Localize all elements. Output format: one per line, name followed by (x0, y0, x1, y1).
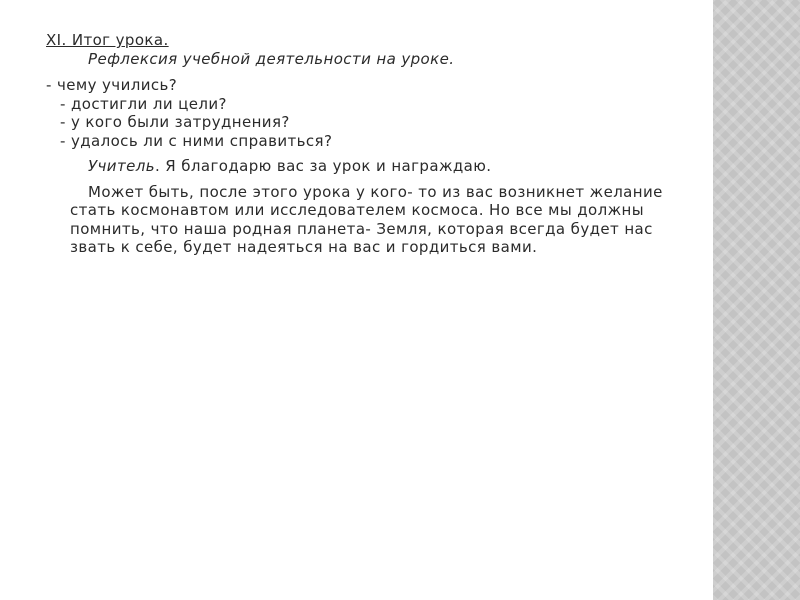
closing-paragraph (46, 183, 706, 257)
closing-line: звать к себе, будет надеяться на вас и гордиться вами. (70, 238, 538, 256)
question-item: - у кого были затруднения? (60, 113, 290, 131)
question-list (46, 95, 706, 151)
teacher-paragraph (46, 157, 706, 176)
teacher-label: Учитель (88, 157, 155, 175)
spacer (46, 150, 706, 157)
spacer (46, 176, 706, 183)
closing-line: стать космонавтом или исследователем космоса. Но все мы должны (70, 201, 644, 219)
spacer (46, 68, 706, 76)
slide-heading: XI. Итог урока. (46, 31, 169, 49)
decorative-side-pattern (713, 0, 800, 600)
closing-line: помнить, что наша родная планета- Земля, которая всегда будет нас (70, 219, 653, 238)
slide-subheading: Рефлексия учебной деятельности на уроке. (88, 49, 455, 68)
question-intro: - чему учились? (46, 76, 178, 94)
question-item: - достигли ли цели? (60, 94, 227, 113)
question-item: - удалось ли с ними справиться? (60, 131, 333, 150)
teacher-text: . Я благодарю вас за урок и награждаю. (154, 157, 492, 175)
closing-line: Может быть, после этого урока у кого- то из вас возникнет желание (88, 182, 663, 201)
slide-content (46, 31, 706, 257)
